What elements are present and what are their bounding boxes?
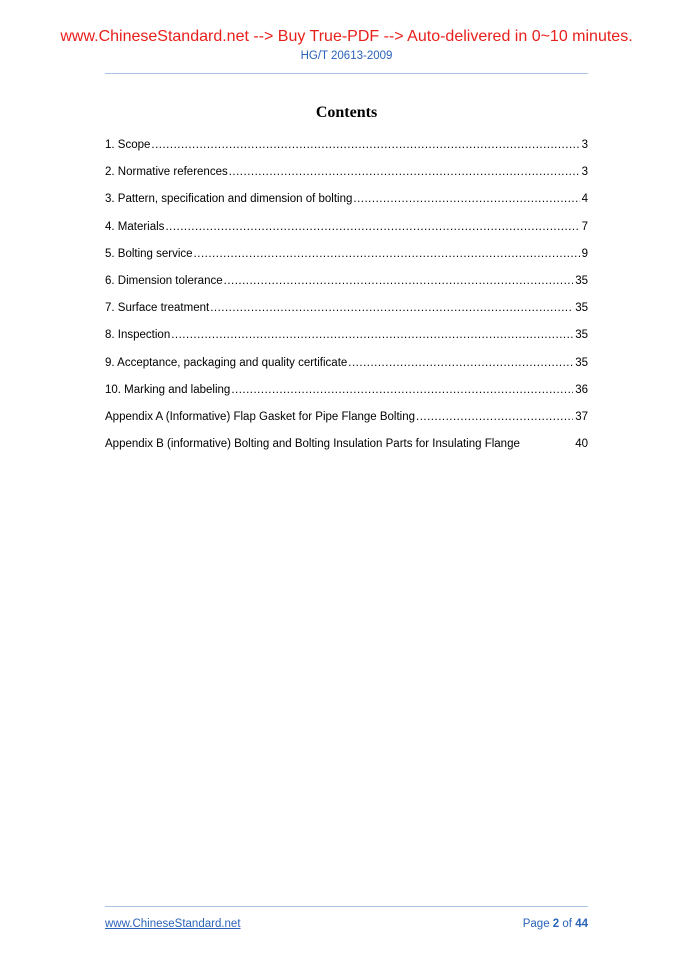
page-number-indicator xyxy=(523,916,588,932)
toc-entry-page: 35 xyxy=(575,274,588,287)
toc-entry[interactable] xyxy=(105,191,588,218)
toc-entry[interactable] xyxy=(105,327,588,354)
page-of: of xyxy=(562,918,572,930)
footer-website-link[interactable]: www.ChineseStandard.net xyxy=(105,918,241,930)
toc-entry-label: 4. Materials xyxy=(105,220,165,233)
toc-entry[interactable] xyxy=(105,219,588,246)
toc-dot-leader xyxy=(171,327,573,343)
toc-dot-leader xyxy=(353,191,579,207)
toc-entry-label: 7. Surface treatment xyxy=(105,302,210,315)
toc-entry-page: 7 xyxy=(581,220,588,233)
toc-entry-page: 37 xyxy=(575,410,588,423)
toc-entry-label: 9. Acceptance, packaging and quality certificate xyxy=(105,356,348,369)
toc-dot-leader xyxy=(151,137,579,153)
toc-entry-label: 10. Marking and labeling xyxy=(105,383,231,396)
toc-entry-label: 8. Inspection xyxy=(105,329,171,342)
toc-entry[interactable] xyxy=(105,355,588,382)
toc-entry-label: Appendix B (informative) Bolting and Bolting Insulation Parts for Insulating Flange xyxy=(105,438,520,451)
toc-dot-leader xyxy=(231,382,573,398)
toc-entry[interactable] xyxy=(105,273,588,300)
page-prefix: Page xyxy=(522,918,550,930)
toc-dot-leader xyxy=(224,273,574,289)
header-divider xyxy=(105,73,588,74)
toc-entry-label: 3. Pattern, specification and dimension of bolting xyxy=(105,193,353,206)
toc-entry-label: 1. Scope xyxy=(105,139,151,151)
toc-entry-page: 40 xyxy=(575,438,588,451)
toc-dot-leader xyxy=(210,300,573,316)
page-total: 44 xyxy=(575,918,588,930)
toc-entry[interactable] xyxy=(105,164,588,191)
toc-entry-page: 9 xyxy=(581,247,588,260)
toc-entry[interactable] xyxy=(105,246,588,273)
footer-divider xyxy=(105,906,588,907)
page-footer xyxy=(105,916,588,932)
toc-dot-leader xyxy=(416,409,573,425)
page-current: 2 xyxy=(552,918,560,930)
toc-entry-page: 35 xyxy=(575,329,588,342)
toc-entry-label: 5. Bolting service xyxy=(105,247,193,260)
toc-entry-label: 6. Dimension tolerance xyxy=(105,274,223,287)
promo-banner[interactable]: www.ChineseStandard.net --> Buy True-PDF --> Auto-delivered in 0~10 minutes. xyxy=(60,28,633,45)
toc-entry-page: 36 xyxy=(575,383,588,396)
toc-entry[interactable] xyxy=(105,382,588,409)
toc-entry[interactable] xyxy=(105,137,588,164)
toc-entry-page: 3 xyxy=(581,139,588,151)
toc-entry[interactable] xyxy=(105,409,588,436)
toc-dot-leader xyxy=(348,355,573,371)
toc-entry[interactable] xyxy=(105,300,588,327)
toc-entry-page: 35 xyxy=(575,302,588,315)
toc-entry-page: 35 xyxy=(575,356,588,369)
toc-entry-label: 2. Normative references xyxy=(105,166,228,179)
toc-entry-page: 4 xyxy=(581,193,588,206)
toc-dot-leader xyxy=(194,246,580,262)
toc-dot-leader xyxy=(229,164,580,180)
table-of-contents xyxy=(105,137,588,463)
toc-dot-leader xyxy=(165,219,579,235)
page-title: Contents xyxy=(315,104,378,121)
toc-entry-label: Appendix A (Informative) Flap Gasket for Pipe Flange Bolting xyxy=(105,410,416,423)
document-code: HG/T 20613-2009 xyxy=(300,50,393,62)
toc-entry-page: 3 xyxy=(581,166,588,179)
toc-entry[interactable] xyxy=(105,436,588,463)
